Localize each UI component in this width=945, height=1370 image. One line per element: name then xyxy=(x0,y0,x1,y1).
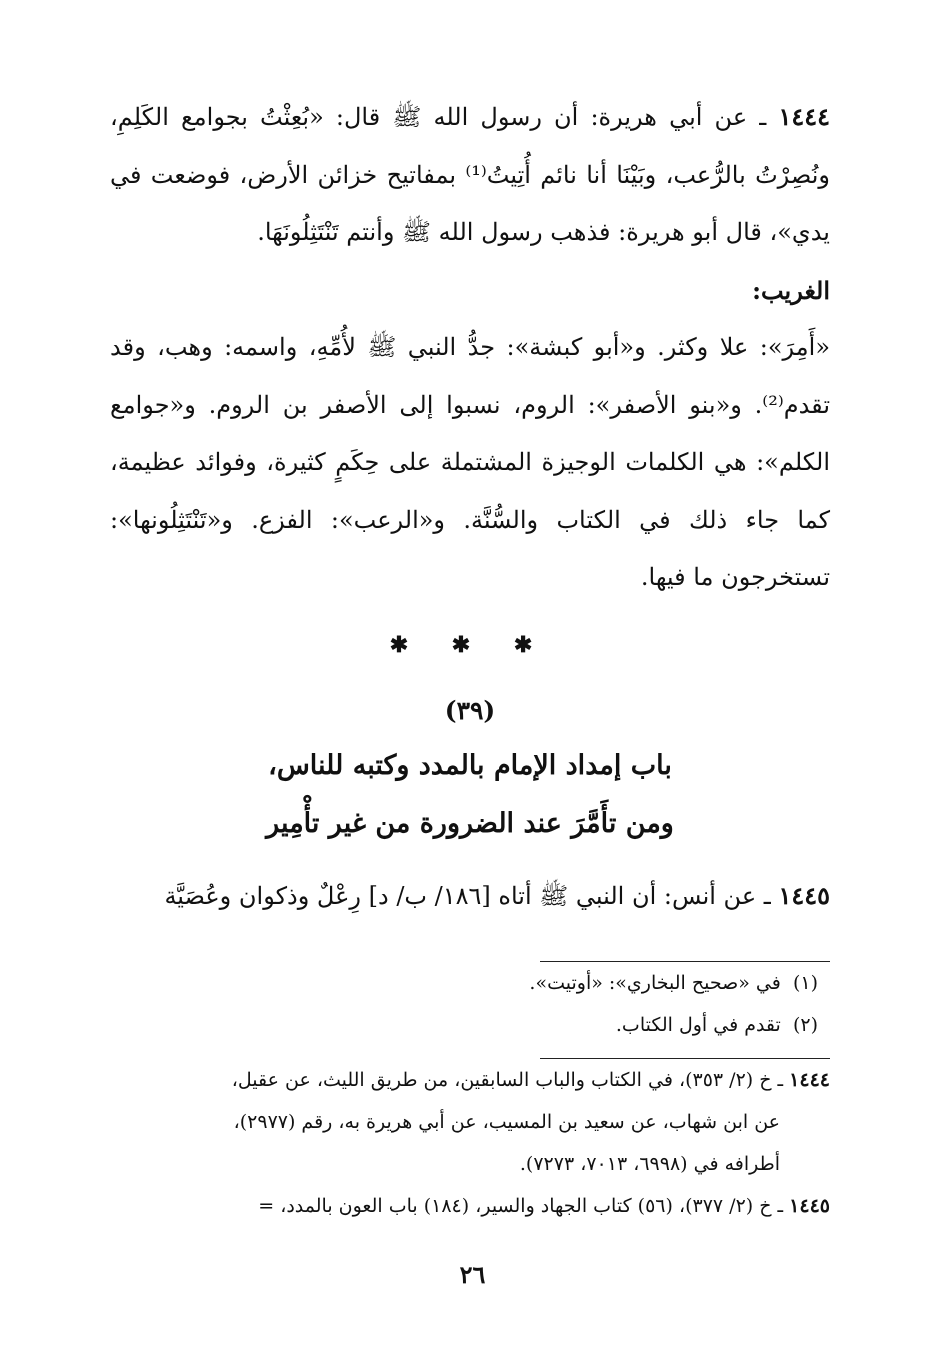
footnote-2 xyxy=(110,1004,830,1046)
footnotes xyxy=(110,962,830,1046)
chapter-title-line-1: باب إمداد الإمام بالمدد وكتبه للناس، xyxy=(268,749,672,781)
footnote-1 xyxy=(110,962,830,1004)
hadith-text: ـ عن أنس: أن النبي ﷺ أتاه [١٨٦/ ب/ د] رِعْلٌ وذكوان وعُصَيَّة xyxy=(164,881,779,910)
hadith-1445 xyxy=(110,867,830,926)
footnote-marker: (١) xyxy=(792,972,818,994)
footnote-text: تقدم في أول الكتاب. xyxy=(615,1014,781,1036)
hadith-1444 xyxy=(110,88,830,262)
source-line-1 xyxy=(232,1069,830,1091)
hadith-number: ١٤٤٤ xyxy=(778,102,830,131)
source-line-3: أطرافه في (٦٩٩٨، ٧٠١٣، ٧٢٧٣). xyxy=(519,1153,780,1175)
footnote-text: في «صحيح البخاري»: «أوتيت». xyxy=(529,972,781,994)
footnote-marker: (٢) xyxy=(792,1014,818,1036)
chapter-title xyxy=(110,737,830,853)
chapter-number: (٣٩) xyxy=(444,695,496,725)
gharib-text: «أَمِرَ»: علا وكثر. و«أبو كبشة»: جدُّ النبي ﷺ لأُمِّهِ، واسمه: وهب، وقد تقدم⁽²⁾. و«بنو الأصفر»: الروم، نسبوا إلى الأصفر بن الروم. و«جوامع الكلم»: هي الكلمات الوجيزة المشتملة على حِكَمٍ كثيرة، وفوائد عظيمة، كما جاء ذلك في الكتاب والسُّنَّة. و«الرعب»: الفزع. و«تَنْتَثِلُونها»: تستخرجون ما فيها. xyxy=(110,333,830,591)
gharib-heading: الغريب: xyxy=(752,275,830,305)
page-content xyxy=(110,88,830,1227)
sources xyxy=(110,1059,830,1227)
hadith-number: ١٤٤٥ xyxy=(778,880,830,910)
source-text: ـ خ (٢/ ٣٧٧)، (٥٦) كتاب الجهاد والسير، (١٨٤) باب العون بالمدد، = xyxy=(258,1195,790,1217)
source-number: ١٤٤٤ xyxy=(789,1069,830,1091)
source-1444 xyxy=(110,1059,830,1185)
source-line-2: عن ابن شهاب، عن سعيد بن المسيب، عن أبي هريرة به، رقم (٢٩٧٧)، xyxy=(233,1111,780,1133)
hadith-text: ـ عن أبي هريرة: أن رسول الله ﷺ قال: «بُعِثْتُ بجوامع الكَلِمِ، ونُصِرْتُ بالرُّعب، وبَيْنَا أنا نائم أُتِيتُ⁽¹⁾ بمفاتيح خزائن الأرض، فوضعت في يدي»، قال أبو هريرة: فذهب رسول الله ﷺ وأنتم تَنْتَثِلُونَهَا. xyxy=(110,103,831,246)
source-text: ـ خ (٢/ ٣٥٣)، في الكتاب والباب السابقين، من طريق الليث، عن عقيل، xyxy=(231,1069,790,1091)
source-1445 xyxy=(110,1185,830,1227)
section-separator: ✱ ✱ ✱ xyxy=(389,631,551,658)
chapter-title-line-2: ومن تأَمَّرَ عند الضرورة من غير تأْمِير xyxy=(266,807,674,839)
page-number: ٢٦ xyxy=(459,1260,486,1289)
source-number: ١٤٤٥ xyxy=(789,1195,830,1217)
